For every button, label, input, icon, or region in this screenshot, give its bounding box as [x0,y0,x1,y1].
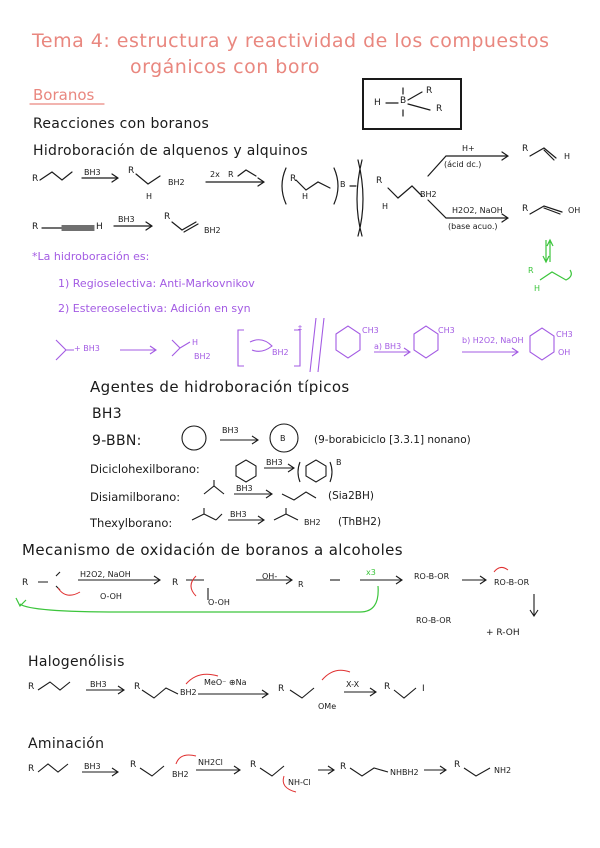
am-curly2 [283,776,296,792]
r1-tri-chain [296,180,330,190]
heading-agentes: Agentes de hidroboración típicos [90,378,350,396]
rb-bot-R: R [522,204,529,214]
mech-plus-roh: + R-OH [486,628,520,638]
agent-9bbn: 9-BBN: [92,433,142,449]
am-curly [176,755,196,764]
box-h-label: H [374,98,381,108]
am-arrow4 [424,766,446,774]
r2-H: H [96,222,103,232]
syn-h: H [192,338,199,347]
mech-curly1 [58,588,80,595]
am-bh3: BH3 [84,762,101,771]
am-R2: R [130,760,137,770]
am-R5: R [454,760,461,770]
r1-tri-B: B [340,180,346,189]
mech-ro-b-or-3: RO-B-OR [416,616,452,625]
syn-oh: OH [558,348,571,357]
r2-prod [172,222,196,230]
hal-R: R [28,682,35,692]
am-nhbh2: NHBH2 [390,768,419,777]
disiamil-prod [282,492,316,500]
green-H: H [534,284,541,293]
thexil-bh2: BH2 [304,518,321,527]
rb-top-R: R [522,144,529,154]
rb-bh2: BH2 [420,190,437,199]
green-aldehyde [540,270,571,280]
syn-ch3-3: CH3 [556,330,573,339]
mech-curly2 [191,576,196,596]
disiamil-reagent: BH3 [236,484,253,493]
thexil-prod [274,508,298,520]
thexil-alkene [192,508,222,520]
am-R3: R [250,760,257,770]
am-prod2 [350,768,388,776]
rb-basic-note: (base acuo.) [448,222,498,231]
disiamil-arrow [234,490,272,498]
am-prod1 [140,766,164,776]
mech-arrow2 [256,576,292,584]
mech-cycle [20,586,378,612]
hal-ate [290,688,314,698]
am-bh2: BH2 [172,770,189,779]
diciclo-reagent: BH3 [266,458,283,467]
box-r1-label: R [426,86,433,96]
mech-ro-b-or-2: RO-B-OR [494,578,530,587]
r1-reagent-bh3: BH3 [84,168,101,177]
bbn-reagent: BH3 [222,426,239,435]
syn-plus-bh3: + BH3 [74,344,100,353]
am-prod3 [464,768,490,776]
r2-arrow [114,222,152,230]
hal-meo-na: MeO⁻ ⊕Na [204,678,247,687]
syn-a-bh3: a) BH3 [374,342,402,351]
rb-bot-OH: OH [568,206,581,215]
syn-arrow1 [120,346,156,354]
disiamil-alkene [204,480,224,494]
diciclo-b: B [336,458,342,467]
syn-arrow2 [374,348,410,356]
rb-alkenylborane [388,186,420,198]
syn-ch3-2: CH3 [438,326,455,335]
bbn-b: B [280,434,286,443]
mech-arrow1 [78,576,160,584]
agent-thexil: Thexylborano: [90,516,173,530]
note-estereoselectiva: 2) Estereoselectiva: Adición en syn [58,302,251,315]
mech-R2: R [172,578,179,588]
diciclo-prod [306,460,326,482]
hal-curly [186,674,218,684]
rb-h: H [382,202,389,211]
note-regioselectiva: 1) Regioselectiva: Anti-Markovnikov [58,277,255,290]
green-equilibrium [543,240,553,262]
mech-R-B: R [22,578,29,588]
hal-x-x: X-X [346,680,360,689]
r1-prod-bh2: BH2 [168,178,185,187]
r2-alkyne [42,226,94,230]
r2-prod-R: R [164,212,171,222]
syn-ring2 [414,326,438,358]
bbn-full-name: (9-borabiciclo [3.3.1] nonano) [314,434,471,446]
note-hidroboracion-es: *La hidroboración es: [32,250,150,263]
mech-ate [186,580,208,600]
diciclo-arrow [264,464,294,472]
rb-double [414,188,422,196]
thexil-arrow [228,516,264,524]
am-R4: R [340,762,347,772]
bbn-ring [182,426,206,450]
r1-2x: 2x [210,170,220,179]
r1-tri-R: R [290,174,297,184]
syn-ts [250,340,272,352]
disiamil-abbr: (Sia2BH) [328,490,374,502]
r1-prod-h: H [146,192,153,201]
big-brace [357,160,363,236]
bbn-arrow [220,436,258,444]
am-arrow3 [318,766,334,774]
mech-cycle-head [16,598,26,606]
green-R: R [528,266,534,275]
hal-arrow2 [198,690,268,698]
am-ate [260,766,284,776]
thexil-abbr: (ThBH2) [338,516,382,528]
hal-curly2 [322,670,350,680]
am-arrow2 [196,766,240,774]
syn-arrow3 [462,348,518,356]
syn-product [172,340,190,356]
rb-R: R [376,176,383,186]
am-arrow1 [82,768,118,776]
hal-prod1 [142,688,178,698]
box-bonds [386,86,433,116]
diciclo-ring [236,460,256,482]
box-r2-label: R [436,104,443,114]
r1-R: R [32,174,39,184]
r1-tri-bracket [282,168,338,204]
syn-b-h2o2: b) H2O2, NaOH [462,336,524,345]
rb-arrow-up [428,152,508,176]
mech-curly3 [494,567,508,572]
hal-bh3: BH3 [90,680,107,689]
rb-h2o2: H2O2, NaOH [452,206,503,215]
heading-halogenolisis: Halogenólisis [28,654,125,670]
heading-aminacion: Aminación [28,736,105,752]
hal-alkene [38,682,70,690]
r1-arrow2 [206,178,264,186]
rb-arrow-down [428,200,508,222]
hal-bh2: BH2 [180,688,197,697]
agent-disiamil: Disiamilborano: [90,490,181,504]
am-R: R [28,764,35,774]
diciclo-brackets [298,462,332,482]
am-nh-cl: NH-Cl [288,778,311,787]
heading-reacciones: Reacciones con boranos [33,116,210,132]
am-nh2cl: NH2Cl [198,758,223,767]
mech-arrow3 [360,576,402,584]
page-title-line2: orgánicos con boro [130,56,320,78]
syn-alkene [56,340,74,360]
heading-mecanismo: Mecanismo de oxidación de boranos a alcoholes [22,541,403,559]
mech-o-oh: O-OH [100,592,122,601]
bbn-product [270,424,298,452]
section-boranos: Boranos [33,86,95,104]
r1-alkene2 [238,170,256,176]
box-b-label: B [400,96,407,106]
r1-prod-chain [136,174,160,184]
am-nh2: NH2 [494,766,512,775]
hal-R3: R [278,684,285,694]
agent-diciclo: Diciclohexilborano: [90,462,200,476]
mech-arrow4 [462,576,486,584]
mech-o-oh-2: O-OH [208,598,230,607]
syn-ring3 [530,328,554,360]
hal-arrow1 [86,686,124,694]
hal-arrow3 [344,688,376,696]
rb-hplus: H+ [462,144,475,153]
syn-divider [310,318,324,372]
hal-R4: R [384,682,391,692]
hal-R2: R [134,682,141,692]
r2-reagent-bh3: BH3 [118,215,135,224]
syn-ring1 [336,326,360,358]
thexil-reagent: BH3 [230,510,247,519]
page-title-line1: Tema 4: estructura y reactividad de los compuestos [32,30,550,52]
agent-bh3: BH3 [92,406,122,422]
mech-oh-minus: OH- [262,572,278,581]
hal-ome: OMe [318,702,337,711]
mech-h2o2: H2O2, NaOH [80,570,131,579]
mech-x3: x3 [366,568,376,577]
mech-roB: R [298,580,304,589]
r1-arrow1 [82,174,118,182]
r2-R: R [32,222,39,232]
syn-dagger: ‡ [298,324,302,333]
am-alkene [38,764,68,772]
rb-acid-note: (ácid dc.) [444,160,482,169]
r2-prod-bh2: BH2 [204,226,221,235]
rb-top-prod [530,148,556,158]
hal-I: I [422,684,425,694]
r1-R2: R [228,170,234,179]
rb-top-H: H [564,152,571,161]
syn-bh2: BH2 [194,352,211,361]
hal-prod2 [394,688,416,698]
mech-borane [38,572,60,590]
r1-prod-R: R [128,166,135,176]
heading-hidroboracion: Hidroboración de alquenos y alquinos [33,143,308,159]
syn-ch3: CH3 [362,326,379,335]
mech-ro-b-or: RO-B-OR [414,572,450,581]
r1-tri-H: H [302,192,309,201]
r1-alkene [40,172,72,180]
mech-arrow5 [530,594,538,616]
syn-ts-bh2: BH2 [272,348,289,357]
